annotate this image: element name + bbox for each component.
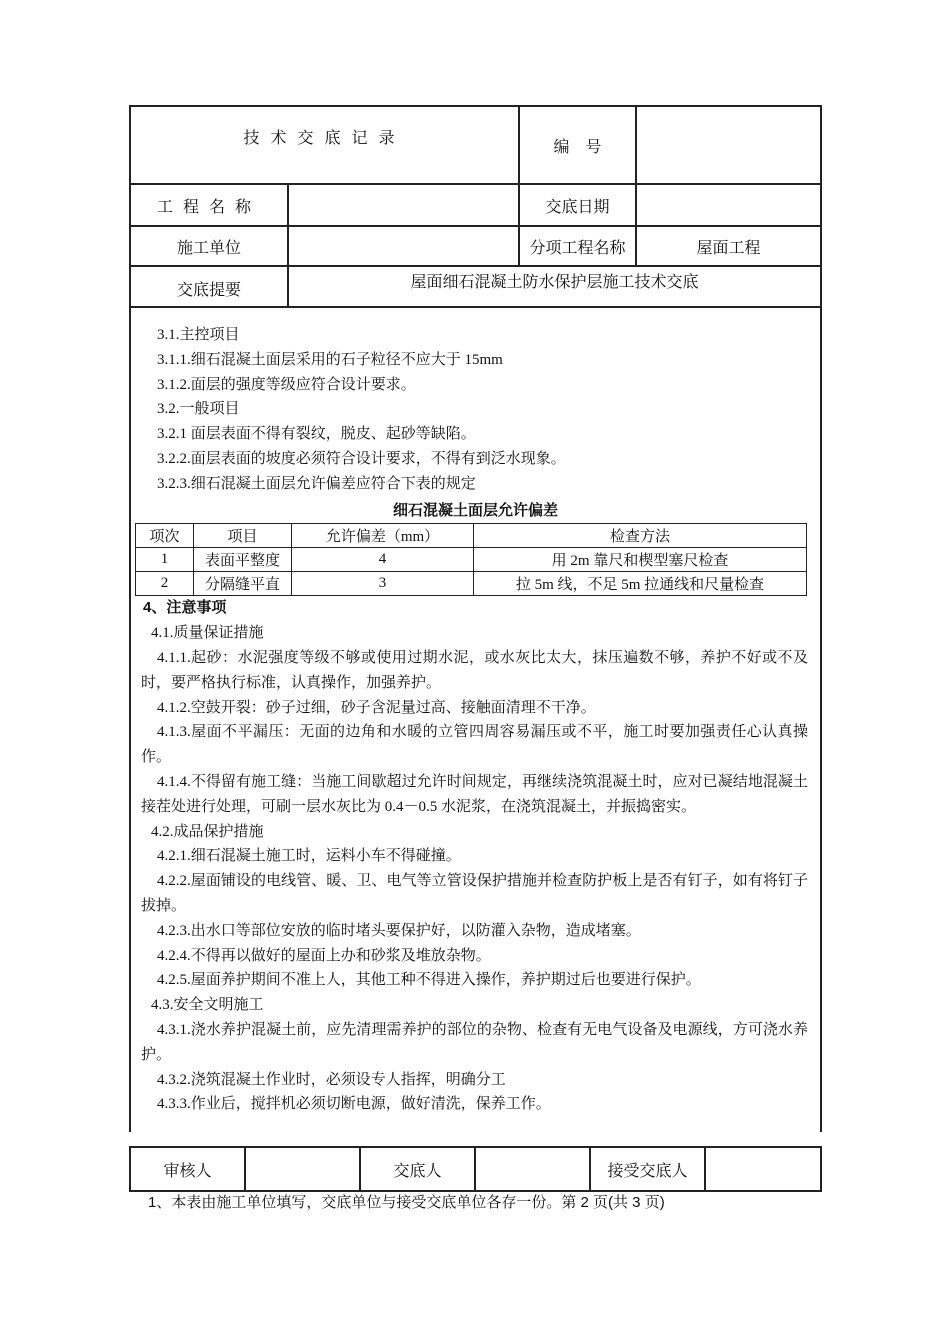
document-title: 技术交底记录 [130, 106, 519, 184]
date-value[interactable] [636, 184, 821, 226]
para-4-2-3: 4.2.3.出水口等部位安放的临时堵头要保护好，以防灌入杂物，造成堵塞。 [157, 922, 641, 939]
construction-unit-label: 施工单位 [130, 226, 288, 266]
para-4-3-2: 4.3.2.浇筑混凝土作业时，必须设专人指挥，明确分工 [157, 1071, 506, 1088]
project-name-value[interactable] [288, 184, 519, 226]
reviewer-value[interactable] [245, 1147, 360, 1191]
number-label: 编 号 [519, 106, 636, 184]
para-4-2-2: 4.2.2.屋面铺设的电线管、暖、卫、电气等立管设保护措施并检查防护板上是否有钉子，如有将钉子拔掉。 [141, 873, 808, 914]
para-4-2: 4.2.成品保护措施 [151, 823, 264, 840]
para-3-2-2: 3.2.2.面层表面的坡度必须符合设计要求，不得有到泛水现象。 [157, 450, 566, 467]
project-name-label: 工程名称 [130, 184, 288, 226]
column-header: 项目 [194, 524, 292, 548]
para-4-1: 4.1.质量保证措施 [151, 625, 264, 642]
table-cell: 分隔缝平直 [194, 572, 292, 596]
tolerance-table-title: 细石混凝土面层允许偏差 [392, 501, 558, 519]
summary-label: 交底提要 [130, 266, 288, 307]
number-value[interactable] [636, 106, 821, 184]
receiver-value[interactable] [705, 1147, 821, 1191]
para-3-2-1: 3.2.1 面层表面不得有裂纹，脱皮、起砂等缺陷。 [157, 426, 476, 443]
table-cell: 4 [292, 548, 474, 572]
signature-table [129, 1146, 822, 1192]
para-4-1-2: 4.1.2.空鼓开裂：砂子过细，砂子含泥量过高、接触面清理不干净。 [157, 699, 596, 716]
column-header: 允许偏差（mm） [292, 524, 474, 548]
reviewer-label: 审核人 [130, 1147, 245, 1191]
table-cell: 拉 5m 线，不足 5m 拉通线和尺量检查 [474, 572, 807, 596]
table-cell: 2 [136, 572, 194, 596]
date-label: 交底日期 [519, 184, 636, 226]
sub-project-value[interactable]: 屋面工程 [636, 226, 821, 266]
para-4-2-4: 4.2.4.不得再以做好的屋面上办和砂浆及堆放杂物。 [157, 947, 491, 964]
construction-unit-value[interactable] [288, 226, 519, 266]
para-4-3-1: 4.3.1.浇水养护混凝土前，应先清理需养护的部位的杂物、检查有无电气设备及电源线，方可浇水养护。 [141, 1021, 808, 1063]
signature-table-frame [129, 1146, 820, 1192]
para-4-3: 4.3.安全文明施工 [151, 997, 264, 1014]
sub-project-label: 分项工程名称 [519, 226, 636, 266]
section-4-heading: 4、注意事项 [143, 599, 227, 617]
disclosure-content [129, 306, 822, 1132]
para-4-3-3: 4.3.3.作业后，搅拌机必须切断电源，做好清洗，保养工作。 [157, 1096, 551, 1113]
table-row [136, 548, 807, 572]
table-cell: 用 2m 靠尺和楔型塞尺检查 [474, 548, 807, 572]
para-4-2-5: 4.2.5.屋面养护期间不准上人，其他工种不得进入操作，养护期过后也要进行保护。 [157, 972, 701, 989]
table-header-row [136, 524, 807, 548]
discloser-label: 交底人 [360, 1147, 475, 1191]
receiver-label: 接受交底人 [590, 1147, 705, 1191]
para-3-2-3: 3.2.3.细石混凝土面层允许偏差应符合下表的规定 [157, 475, 476, 492]
discloser-value[interactable] [475, 1147, 590, 1191]
para-4-1-4: 4.1.4.不得留有施工缝：当施工间歇超过允许时间规定，再继续浇筑混凝土时，应对已凝结地混凝土接茬处进行处理，可刷一层水灰比为 0.4－0.5 水泥浆，在浇筑混凝土，并振捣密实。 [141, 773, 808, 815]
para-4-1-1: 4.1.1.起砂：水泥强度等级不够或使用过期水泥，或水灰比太大，抹压遍数不够，养护不好或不及时，要严格执行标准，认真操作，加强养护。 [141, 649, 808, 691]
summary-value[interactable]: 屋面细石混凝土防水保护层施工技术交底 [288, 266, 821, 307]
header-table [129, 105, 822, 308]
table-cell: 1 [136, 548, 194, 572]
column-header: 项次 [136, 524, 194, 548]
para-4-1-3: 4.1.3.屋面不平漏压：无面的边角和水暖的立管四周容易漏压或不平，施工时要加强责任心认真操作。 [141, 724, 808, 766]
tolerance-table [135, 523, 807, 596]
para-4-2-1: 4.2.1.细石混凝土施工时，运料小车不得碰撞。 [157, 848, 461, 865]
table-cell: 3 [292, 572, 474, 596]
table-row [136, 572, 807, 596]
para-3-1-2: 3.1.2.面层的强度等级应符合设计要求。 [157, 376, 416, 393]
footer-note: 1、本表由施工单位填写，交底单位与接受交底单位各存一份。第 2 页(共 3 页) [148, 1194, 665, 1211]
para-3-2: 3.2.一般项目 [157, 401, 240, 418]
header-table-frame [129, 105, 820, 308]
para-3-1: 3.1.主控项目 [157, 327, 240, 343]
column-header: 检查方法 [474, 524, 807, 548]
para-3-1-1: 3.1.1.细石混凝土面层采用的石子粒径不应大于 15mm [157, 351, 503, 368]
table-cell: 表面平整度 [194, 548, 292, 572]
